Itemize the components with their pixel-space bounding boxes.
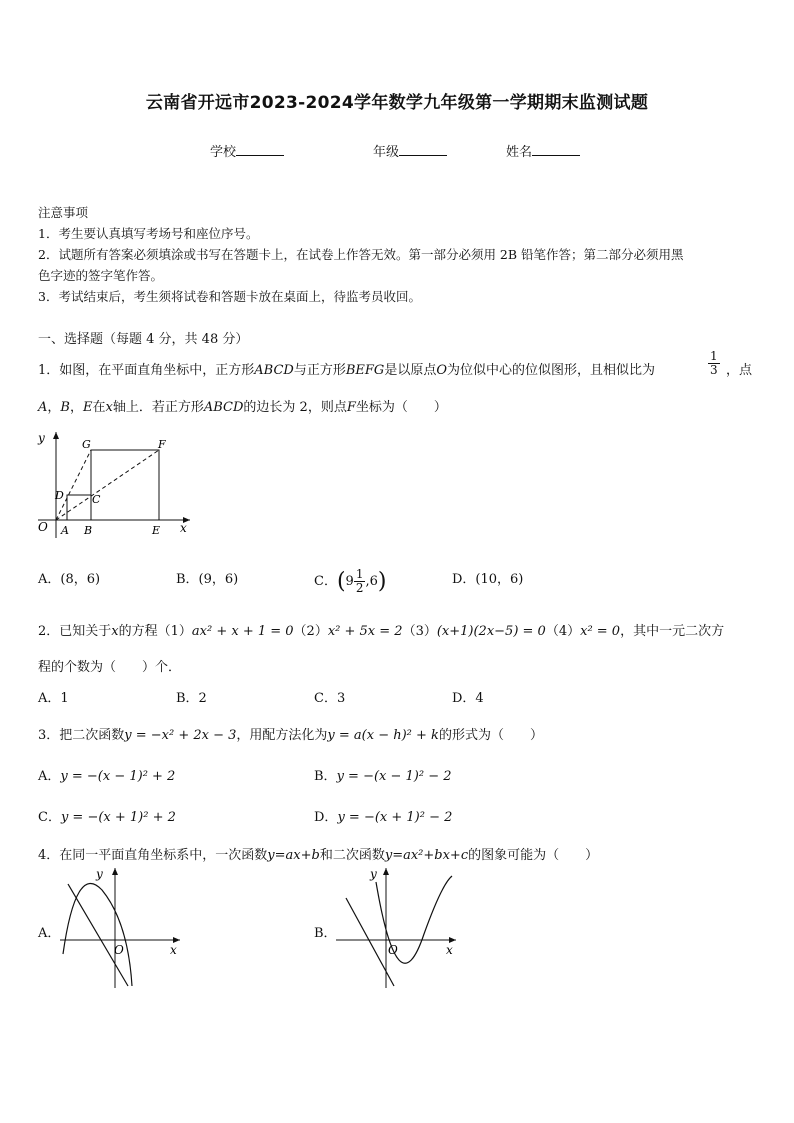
dashed-line-of [56,450,159,520]
graph-label-y: y [96,867,103,881]
note-item: 色字迹的签字笔作答。 [38,268,164,283]
grade-label: 年级 [373,145,400,160]
note-item: 2．试题所有答案必须填涂或书写在答题卡上，在试卷上作答无效。第一部分必须用 2B 铅笔作答；第二部分必须用黑 [38,247,684,262]
paren-open: ( [336,569,346,594]
q1-line1: 1．如图，在平面直角坐标中，正方形ABCD与正方形BEFG是以原点O为位似中心的位似图形，且相似比为 [38,363,656,378]
figure-label-d: D [55,489,64,502]
q3-option-d[interactable]: D．y = −(x + 1)² − 2 [314,810,453,825]
q2-line2: 程的个数为（ ）个． [38,660,182,675]
figure-label-e: E [152,524,161,537]
q1-line2: A，B，E在x轴上．若正方形ABCD的边长为 2，则点F坐标为（ ） [38,400,447,415]
q3-option-c[interactable]: C．y = −(x + 1)² + 2 [38,810,176,825]
dashed-line-og [56,450,91,520]
graph-label-y: y [370,867,377,881]
figure-label-b: B [84,524,93,537]
q3-option-a[interactable]: A．y = −(x − 1)² + 2 [38,769,176,784]
paren-close: ) [377,569,387,594]
grade-blank [399,143,447,156]
note-item: 1．考生要认真填写考场号和座位序号。 [38,226,259,241]
q3-option-b[interactable]: B．y = −(x − 1)² − 2 [314,769,452,784]
linear-line [68,884,128,986]
name-field [506,141,580,160]
c-fraction: $\frac{1}{2}$ [355,567,364,595]
y-axis-arrow [383,868,389,875]
q4-option-a-label[interactable]: A． [38,926,61,941]
section-heading: 一、选择题（每题 4 分，共 48 分） [38,332,249,347]
q1-option-a[interactable]: A．(8，6) [38,572,101,587]
name-label: 姓名 [506,145,533,160]
q4-line1: 4．在同一平面直角坐标系中，一次函数y=ax+b和二次函数y=ax²+bx+c的图象可能为（ ） [38,848,599,863]
square-befg [91,450,159,520]
grade-field [373,141,447,160]
linear-line [346,898,394,986]
page-title: 云南省开远市2023-2024学年数学九年级第一学期期末监测试题 [145,93,649,113]
q1-figure [30,428,200,540]
q1-ratio-fraction: $\frac{1}{3}$ [710,349,718,377]
figure-label-a: A [61,524,69,537]
figure-label-y: y [38,431,45,445]
q1-option-d[interactable]: D．(10，6) [452,572,524,587]
graph-label-o: O [388,943,398,957]
q1-option-b[interactable]: B．(9，6) [176,572,239,587]
name-blank [532,143,580,156]
school-blank [236,143,284,156]
q2-option-a[interactable]: A．1 [38,691,69,706]
figure-label-c: C [92,493,101,506]
school-field [210,141,284,160]
school-label: 学校 [210,145,237,160]
graph-label-x: x [170,943,177,957]
y-axis-arrow [112,868,118,875]
q4-graph-a[interactable] [58,862,186,990]
q2-option-b[interactable]: B．2 [176,691,207,706]
figure-label-o: O [38,520,48,534]
q4-graph-b[interactable] [334,862,462,990]
figure-label-g: G [82,438,91,451]
q2-option-c[interactable]: C．3 [314,691,346,706]
q2-option-d[interactable]: D．4 [452,691,484,706]
graph-label-x: x [446,943,453,957]
q4-option-b-label[interactable]: B． [314,926,337,941]
q1-line1-tail: ，点 [726,363,753,378]
figure-label-x: x [180,521,187,535]
notes-heading: 注意事项 [38,205,89,220]
graph-label-o: O [114,943,124,957]
q1-option-c[interactable]: C．(9 $\frac{1}{2}$ ,6) [314,567,387,595]
q2-line1: 2．已知关于x的方程（1）ax² + x + 1 = 0（2）x² + 5x = 2（3）(x+1)(2x−5) = 0（4）x² = 0，其中一元二次方 [38,624,725,639]
note-item: 3．考试结束后，考生须将试卷和答题卡放在桌面上，待监考员收回。 [38,289,421,304]
y-axis-arrow [53,432,59,439]
figure-label-f: F [158,438,166,451]
q3-line1: 3．把二次函数y = −x² + 2x − 3，用配方法化为y = a(x − h)² + k的形式为（ ） [38,728,543,743]
